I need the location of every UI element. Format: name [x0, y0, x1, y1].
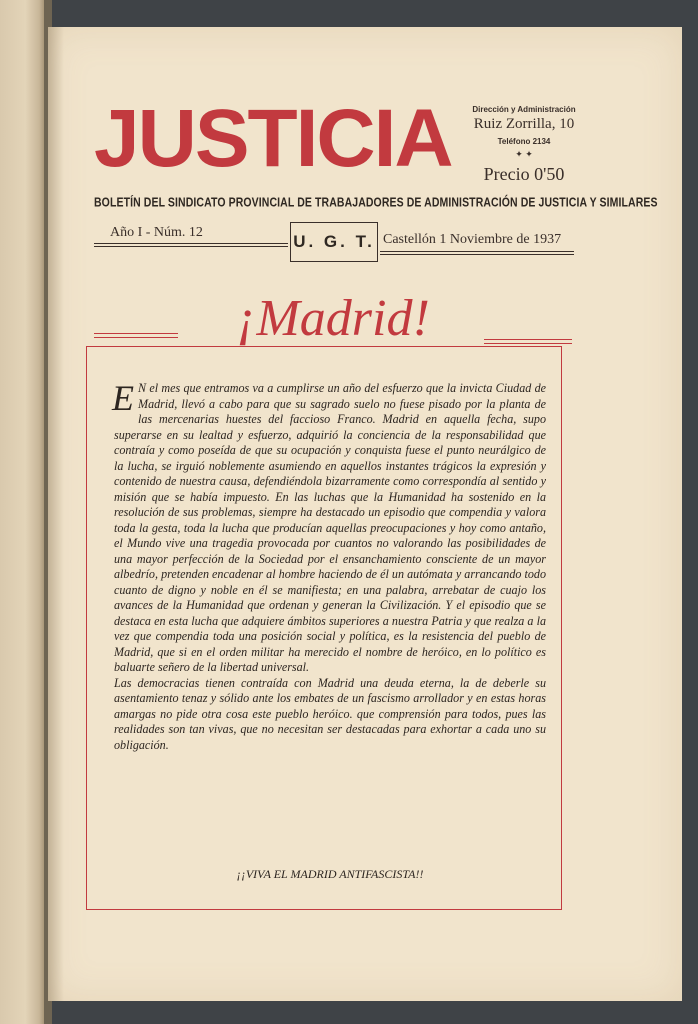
title-rule-right [484, 339, 572, 344]
drop-cap: E [112, 378, 134, 418]
paragraph-1-text: N el mes que entramos va a cumplirse un año del esfuerzo que la invicta Ciudad de Madrid, llevó a cabo para que su sagrado suelo no fuese pisado por la planta de las mercenarias huestes del faccioso Franco. Madrid en aquella fecha, supo superarse en su lealtad y esfuerzo, adquirió la conciencia de la responsabilidad que contraía y como poseída de que su ocupación y conquista fuese el punto neurálgico de la lucha, se irguió noblemente asumiendo en aquellos instantes trágicos la expresión y contenido de nuestra causa, defendiéndola bizarramente como correspondía al sentido y misión que se había impuesto. En las luchas que la Humanidad ha sostenido en la resolución de sus problemas, siempre ha destacado un episodio que compendia y valora toda la gesta, toda la lucha que producían aquellas preocupaciones y hoy como antaño, el Mundo vive una tragedia provocada por cuantos no valorando las posibilidades de una mayor perfección de la Sociedad por el ensanchamiento consciente de un mayor albedrío, pretenden encadenar al hombre haciendo de él un autómata y arrancando todo cuanto de digno y noble en él se manifiesta; en una palabra, arrebatar de cuajo los avances de la Humanidad que ordenan y generan la Civilización. Y el episodio que se destaca en esta lucha que adquiere ámbitos superiores a nuestra Patria y que realza a la vez que compendia toda una posición social y política, es la resistencia del pueblo de Madrid, que si en el orden militar ha merecido el nombre de heróico, en lo político es baluarte señero de la libertad universal. [114, 381, 546, 674]
issue-rule [94, 243, 288, 247]
article-paragraph-2: Las democracias tienen contraída con Madrid una deuda eterna, la de deberle su asentamiento tenaz y sólido ante los embates de un fascismo arrollador y en estas horas amargas no pide otra cosa este pueblo heróico. que comprensión para todos, pues las realidades son tan vivas, que no necesitan ser destacadas para exhortar a cada uno su obligación. [114, 675, 546, 752]
adjacent-page [0, 0, 46, 1024]
article-title: ¡Madrid! [236, 290, 430, 347]
union-box: U. G. T. [290, 222, 378, 262]
spine-shadow [48, 27, 64, 1001]
article-body [112, 378, 546, 753]
article-paragraph-1 [112, 378, 546, 676]
price: Precio 0'50 [483, 164, 565, 184]
title-rule-left [94, 333, 178, 338]
masthead-title: JUSTICIA [94, 93, 452, 184]
masthead-subtitle: BOLETÍN DEL SINDICATO PROVINCIAL DE TRABAJADORES DE ADMINISTRACIÓN DE JUSTICIA Y SIMILARES [94, 195, 658, 211]
contact-block [466, 105, 582, 185]
contact-label: Dirección y Administración [472, 105, 576, 114]
closing-slogan: ¡¡VIVA EL MADRID ANTIFASCISTA!! [236, 867, 424, 881]
contact-phone: Teléfono 2134 [497, 137, 551, 146]
issue-date: Castellón 1 Noviembre de 1937 [383, 232, 562, 247]
contact-address: Ruiz Zorrilla, 10 [473, 116, 575, 132]
ornament: ✦ ✦ [515, 149, 533, 159]
date-rule [380, 251, 574, 255]
newspaper-page [48, 27, 682, 1001]
issue-number: Año I - Núm. 12 [110, 225, 203, 240]
